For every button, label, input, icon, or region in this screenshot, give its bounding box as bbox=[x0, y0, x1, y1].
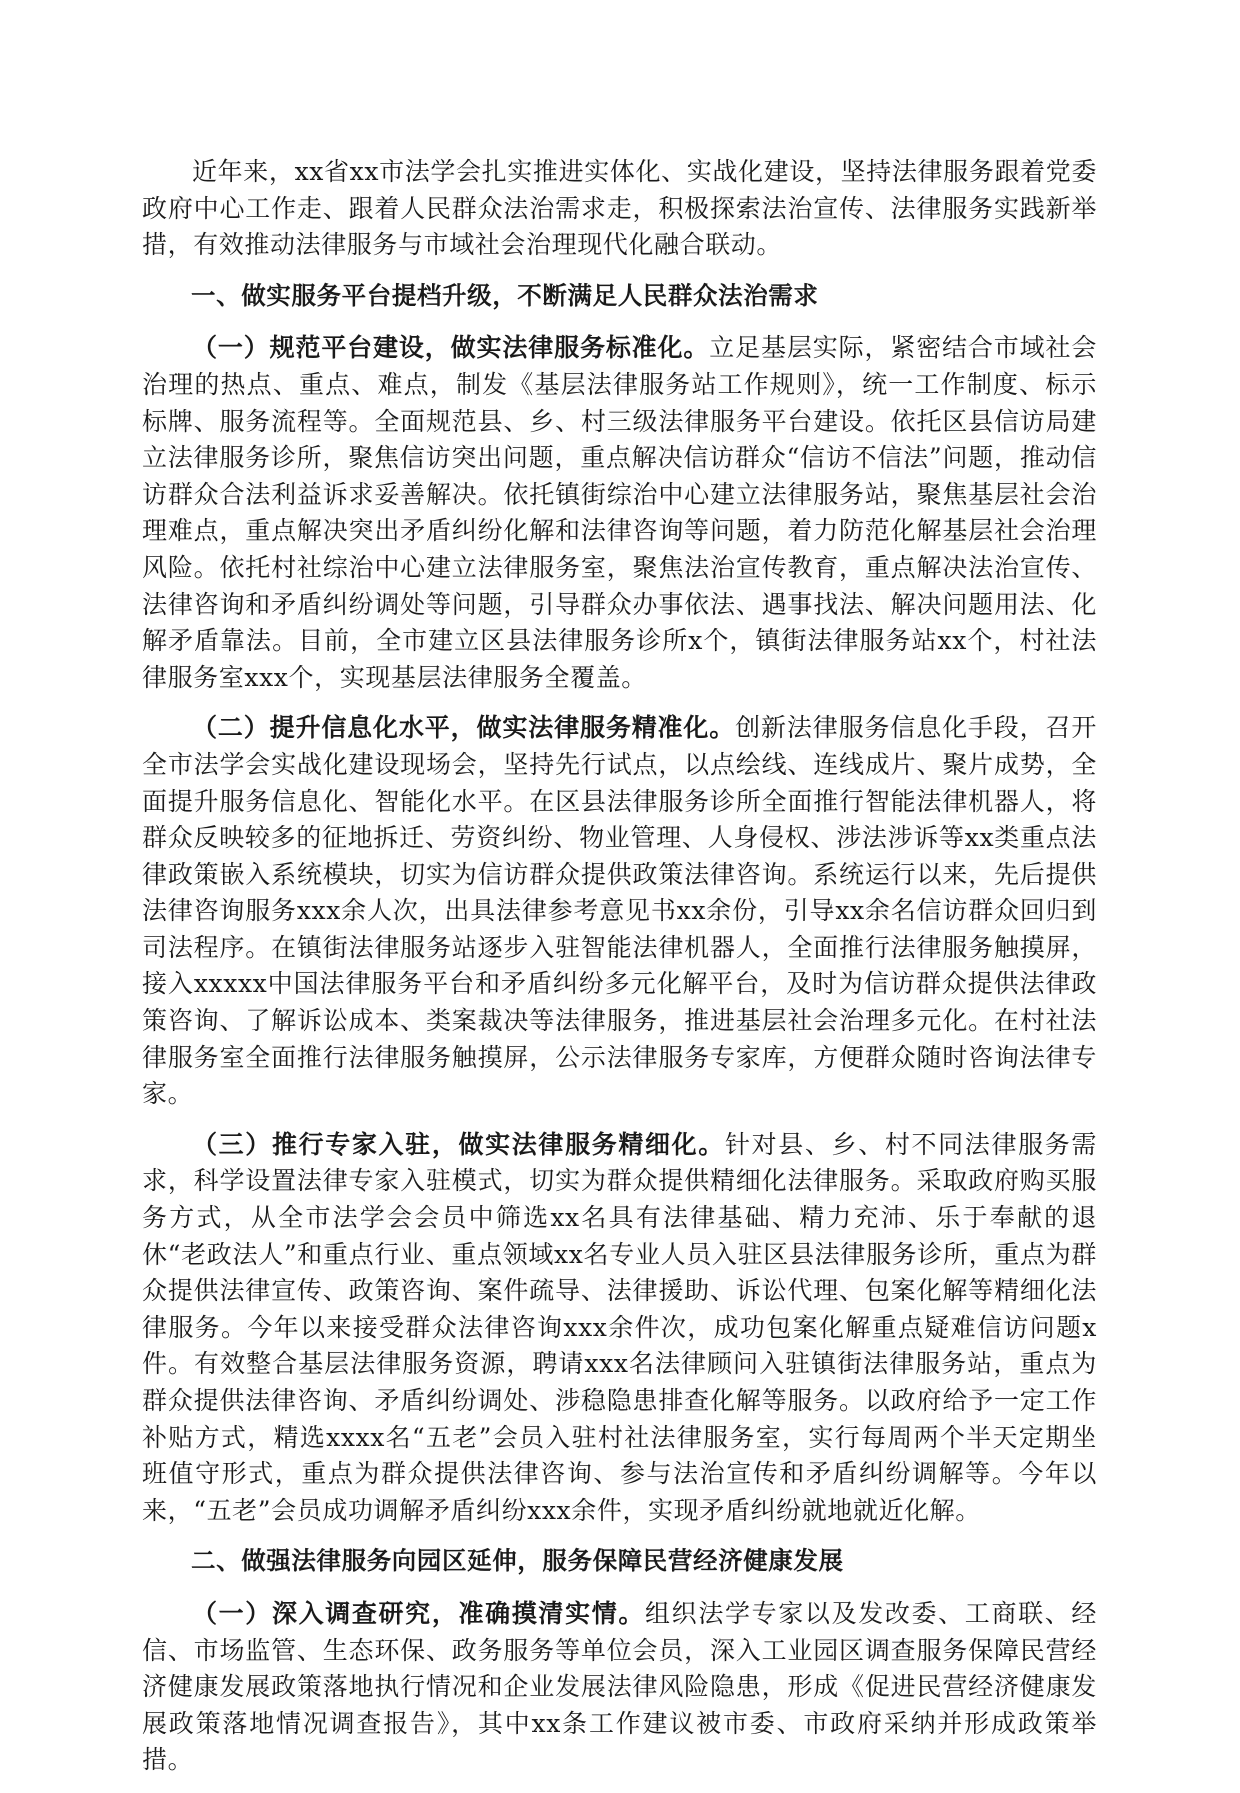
section-1-item-3 bbox=[142, 1127, 1097, 1530]
item-lead: （一）深入调查研究，准确摸清实情。 bbox=[192, 1598, 646, 1628]
item-body: 立足基层实际，紧密结合市域社会治理的热点、重点、难点，制发《基层法律服务站工作规则》，统一工作制度、标示标牌、服务流程等。全面规范县、乡、村三级法律服务平台建设。依托区县信访局建立法律服务诊所，聚焦信访突出问题，重点解决信访群众“信访不信法”问题，推动信访群众合法利益诉求妥善解决。依托镇街综治中心建立法律服务站，聚焦基层社会治理难点，重点解决突出矛盾纠纷化解和法律咨询等问题，着力防范化解基层社会治理风险。依托村社综治中心建立法律服务室，聚焦法治宣传教育，重点解决法治宣传、法律咨询和矛盾纠纷调处等问题，引导群众办事依法、遇事找法、解决问题用法、化解矛盾靠法。目前，全市建立区县法律服务诊所x个，镇街法律服务站xx个，村社法律服务室xxx个，实现基层法律服务全覆盖。 bbox=[142, 333, 1097, 692]
section-2-item-1 bbox=[142, 1596, 1097, 1779]
section-1-item-2 bbox=[142, 710, 1097, 1113]
item-lead: （二）提升信息化水平，做实法律服务精准化。 bbox=[192, 713, 736, 743]
item-lead: （一）规范平台建设，做实法律服务标准化。 bbox=[192, 333, 710, 363]
item-body: 针对县、乡、村不同法律服务需求，科学设置法律专家入驻模式，切实为群众提供精细化法律服务。采取政府购买服务方式，从全市法学会会员中筛选xx名具有法律基础、精力充沛、乐于奉献的退休“老政法人”和重点行业、重点领域xx名专业人员入驻区县法律服务诊所，重点为群众提供法律宣传、政策咨询、案件疏导、法律援助、诉讼代理、包案化解等精细化法律服务。今年以来接受群众法律咨询xxx余件次，成功包案化解重点疑难信访问题x件。有效整合基层法律服务资源，聘请xxx名法律顾问入驻镇街法律服务站，重点为群众提供法律咨询、矛盾纠纷调处、涉稳隐患排查化解等服务。以政府给予一定工作补贴方式，精选xxxx名“五老”会员入驻村社法律服务室，实行每周两个半天定期坐班值守形式，重点为群众提供法律咨询、参与法治宣传和矛盾纠纷调解等。今年以来，“五老”会员成功调解矛盾纠纷xxx余件，实现矛盾纠纷就地就近化解。 bbox=[142, 1129, 1097, 1525]
section-1-item-1 bbox=[142, 330, 1097, 696]
document-body bbox=[142, 154, 1097, 1793]
intro-text: 近年来，xx省xx市法学会扎实推进实体化、实战化建设，坚持法律服务跟着党委政府中心工作走、跟着人民群众法治需求走，积极探索法治宣传、法律服务实践新举措，有效推动法律服务与市域社会治理现代化融合联动。 bbox=[142, 157, 1097, 260]
item-lead: （三）推行专家入驻，做实法律服务精细化。 bbox=[192, 1129, 725, 1159]
item-body: 组织法学专家以及发改委、工商联、经信、市场监管、生态环保、政务服务等单位会员，深入工业园区调查服务保障民营经济健康发展政策落地执行情况和企业发展法律风险隐患，形成《促进民营经济健康发展政策落地情况调查报告》，其中xx条工作建议被市委、市政府采纳并形成政策举措。 bbox=[142, 1598, 1098, 1775]
intro-paragraph bbox=[142, 154, 1097, 264]
section-2-heading: 二、做强法律服务向园区延伸，服务保障民营经济健康发展 bbox=[191, 1546, 844, 1576]
section-1-heading: 一、做实服务平台提档升级，不断满足人民群众法治需求 bbox=[191, 280, 819, 310]
item-body: 创新法律服务信息化手段，召开全市法学会实战化建设现场会，坚持先行试点，以点绘线、连线成片、聚片成势，全面提升服务信息化、智能化水平。在区县法律服务诊所全面推行智能法律机器人，将群众反映较多的征地拆迁、劳资纠纷、物业管理、人身侵权、涉法涉诉等xx类重点法律政策嵌入系统模块，切实为信访群众提供政策法律咨询。系统运行以来，先后提供法律咨询服务xxx余人次，出具法律参考意见书xx余份，引导xx余名信访群众回归到司法程序。在镇街法律服务站逐步入驻智能法律机器人，全面推行法律服务触摸屏，接入xxxxx中国法律服务平台和矛盾纠纷多元化解平台，及时为信访群众提供法律政策咨询、了解诉讼成本、类案裁决等法律服务，推进基层社会治理多元化。在村社法律服务室全面推行法律服务触摸屏，公示法律服务专家库，方便群众随时咨询法律专家。 bbox=[142, 713, 1097, 1109]
